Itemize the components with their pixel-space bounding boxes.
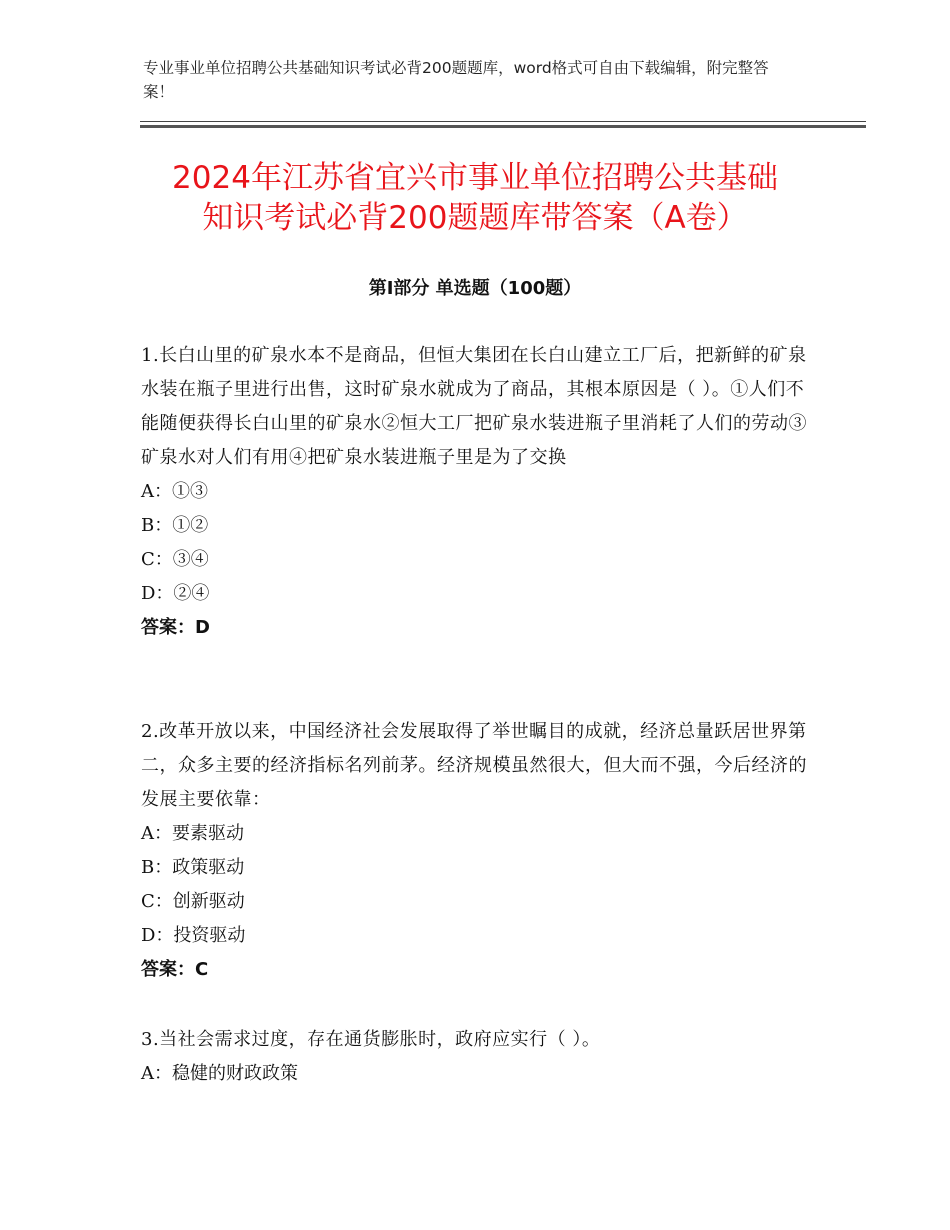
question-2	[141, 715, 811, 987]
title-line-1: 2024年江苏省宜兴市事业单位招聘公共基础	[172, 160, 778, 196]
option-c: C：创新驱动	[141, 891, 245, 912]
option-a: A：要素驱动	[141, 823, 244, 844]
header-rule-thin	[140, 121, 866, 122]
document-title	[100, 158, 850, 238]
option-a: A：稳健的财政政策	[141, 1063, 298, 1084]
option-d: D：②④	[141, 583, 210, 604]
question-3	[141, 1023, 811, 1091]
option-a: A：①③	[141, 481, 208, 502]
header-note: 专业事业单位招聘公共基础知识考试必背200题题库，word格式可自由下载编辑，附完整答案！	[143, 59, 769, 101]
title-line-2: 知识考试必背200题题库带答案（A卷）	[202, 200, 748, 236]
option-b: B：政策驱动	[141, 857, 245, 878]
answer: 答案：C	[141, 959, 209, 980]
option-d: D：投资驱动	[141, 925, 246, 946]
question-stem: 2.改革开放以来，中国经济社会发展取得了举世瞩目的成就，经济总量跃居世界第二，众多主要的经济指标名列前茅。经济规模虽然很大，但大而不强，今后经济的发展主要依靠：	[141, 721, 807, 810]
question-stem: 3.当社会需求过度，存在通货膨胀时，政府应实行（ ）。	[141, 1029, 601, 1050]
option-b: B：①②	[141, 515, 209, 536]
answer: 答案：D	[141, 617, 210, 638]
question-stem: 1.长白山里的矿泉水本不是商品，但恒大集团在长白山建立工厂后，把新鲜的矿泉水装在瓶子里进行出售，这时矿泉水就成为了商品，其根本原因是（ ）。①人们不能随便获得长白山里的矿泉水②恒大工厂把矿泉水装进瓶子里消耗了人们的劳动③矿泉水对人们有用④把矿泉水装进瓶子里是为了交换	[141, 345, 807, 468]
question-1	[141, 339, 811, 645]
option-c: C：③④	[141, 549, 209, 570]
header-rule-thick	[140, 125, 866, 128]
section-heading: 第Ⅰ部分 单选题（100题）	[368, 278, 582, 299]
